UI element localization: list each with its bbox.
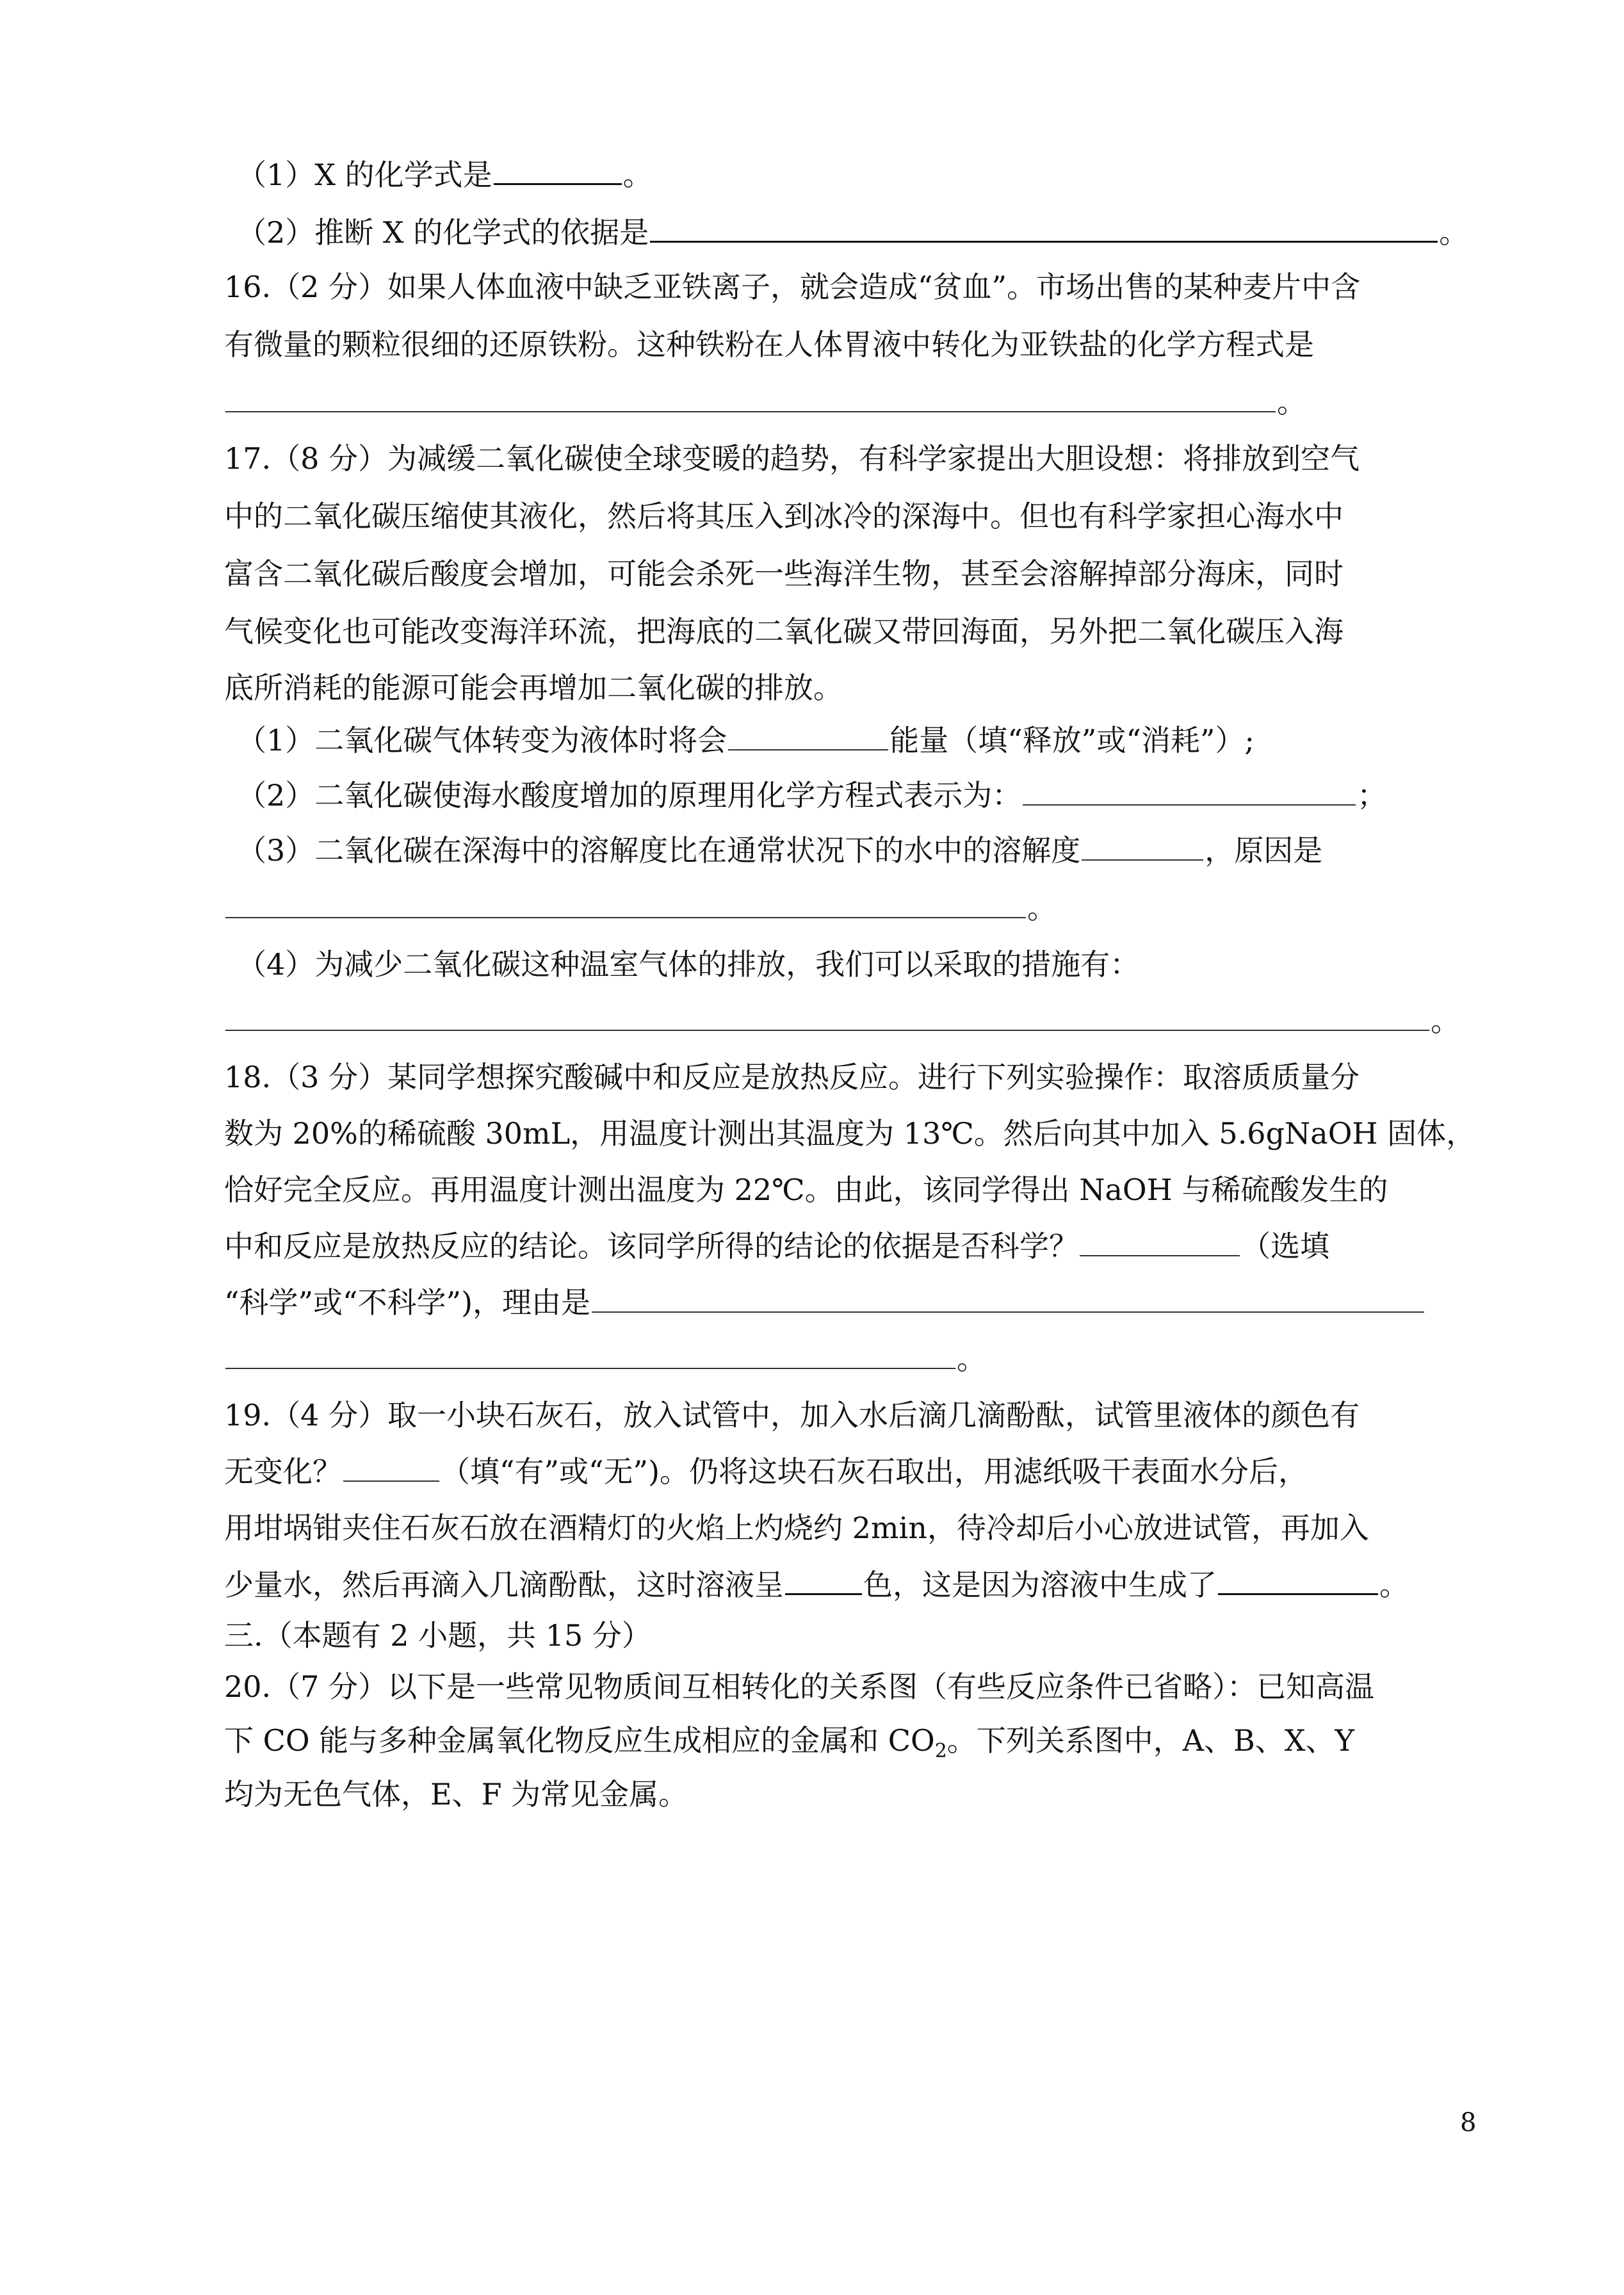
q15-part1: （1）X 的化学式是 。 <box>237 155 1492 194</box>
answer-blank[interactable] <box>225 1002 1429 1031</box>
answer-blank[interactable] <box>1023 776 1356 806</box>
q20-line3: 均为无色气体，E、F 为常见金属。 <box>224 1777 688 1812</box>
q20-line1: 20.（7 分）以下是一些常见物质间互相转化的关系图（有些反应条件已省略）：已知高温 <box>224 1669 1375 1704</box>
q19-line2: 无变化？ （填“有”或“无”)。仍将这块石灰石取出，用滤纸吸干表面水分后， <box>224 1452 1479 1491</box>
answer-blank[interactable] <box>494 155 622 185</box>
q18-line4: 中和反应是放热反应的结论。该同学所得的结论的依据是否科学？ （选填 <box>224 1227 1479 1265</box>
q17-part1: （1）二氧化碳气体转变为液体时将会 能量（填“释放”或“消耗”）; <box>237 721 1492 759</box>
q18-line6: 。 <box>224 1340 1479 1378</box>
q17-line3: 富含二氧化碳后酸度会增加，可能会杀死一些海洋生物，甚至会溶解掉部分海床，同时 <box>224 556 1344 591</box>
q18-line2: 数为 20%的稀硫酸 30mL，用温度计测出其温度为 13℃。然后向其中加入 5.6gNaOH 固体， <box>224 1116 1476 1151</box>
q17-line4: 气候变化也可能改变海洋环流，把海底的二氧化碳又带回海面，另外把二氧化碳压入海 <box>224 614 1344 649</box>
q18-line1: 18.（3 分）某同学想探究酸碱中和反应是放热反应。进行下列实验操作：取溶质质量分 <box>224 1060 1360 1094</box>
answer-blank[interactable] <box>1218 1565 1378 1595</box>
answer-blank[interactable] <box>650 213 1438 243</box>
q16-line3: 。 <box>224 383 1479 421</box>
answer-blank[interactable] <box>592 1283 1424 1313</box>
q19-line3: 用坩埚钳夹住石灰石放在酒精灯的火焰上灼烧约 2min，待冷却后小心放进试管，再加入 <box>224 1511 1369 1545</box>
q19-line4: 少量水，然后再滴入几滴酚酞，这时溶液呈 色，这是因为溶液中生成了 。 <box>224 1565 1479 1604</box>
q17-part3: （3）二氧化碳在深海中的溶解度比在通常状况下的水中的溶解度 ，原因是 <box>237 831 1492 870</box>
answer-blank[interactable] <box>728 721 888 750</box>
q18-line5: “科学”或“不科学”)，理由是 <box>224 1283 1479 1322</box>
q16-line2: 有微量的颗粒很细的还原铁粉。这种铁粉在人体胃液中转化为亚铁盐的化学方程式是 <box>224 327 1314 362</box>
answer-blank[interactable] <box>225 383 1276 412</box>
answer-blank[interactable] <box>785 1565 862 1595</box>
q20-line2: 下 CO 能与多种金属氧化物反应生成相应的金属和 $CO_2$。下列关系图中，A、B、X、Y <box>224 1723 1354 1763</box>
q17-part2: （2）二氧化碳使海水酸度增加的原理用化学方程式表示为： ； <box>237 776 1492 815</box>
q17-part3-reason: 。 <box>224 889 1479 927</box>
q17-line1: 17.（8 分）为减缓二氧化碳使全球变暖的趋势，有科学家提出大胆设想：将排放到空气 <box>224 441 1360 476</box>
q17-part4-answer: 。 <box>224 1002 1479 1040</box>
page-number: 8 <box>1460 2108 1477 2137</box>
q19-line1: 19.（4 分）取一小块石灰石，放入试管中，加入水后滴几滴酚酞，试管里液体的颜色有 <box>224 1398 1360 1432</box>
answer-blank[interactable] <box>1080 1227 1240 1256</box>
q15-part2: （2）推断 X 的化学式的依据是 。 <box>237 213 1492 252</box>
answer-blank[interactable] <box>225 889 1026 918</box>
q18-line3: 恰好完全反应。再用温度计测出温度为 22℃。由此，该同学得出 NaOH 与稀硫酸发生的 <box>224 1172 1388 1207</box>
q16-line1: 16.（2 分）如果人体血液中缺乏亚铁离子，就会造成“贫血”。市场出售的某种麦片中含 <box>224 270 1361 304</box>
q17-line5: 底所消耗的能源可能会再增加二氧化碳的排放。 <box>224 670 843 705</box>
q17-part4: （4）为减少二氧化碳这种温室气体的排放，我们可以采取的措施有： <box>237 947 1140 982</box>
section-three-heading: 三.（本题有 2 小题，共 15 分） <box>224 1618 651 1653</box>
answer-blank[interactable] <box>225 1340 955 1369</box>
q17-line2: 中的二氧化碳压缩使其液化，然后将其压入到冰冷的深海中。但也有科学家担心海水中 <box>224 499 1344 533</box>
answer-blank[interactable] <box>1082 831 1203 861</box>
answer-blank[interactable] <box>343 1452 439 1482</box>
